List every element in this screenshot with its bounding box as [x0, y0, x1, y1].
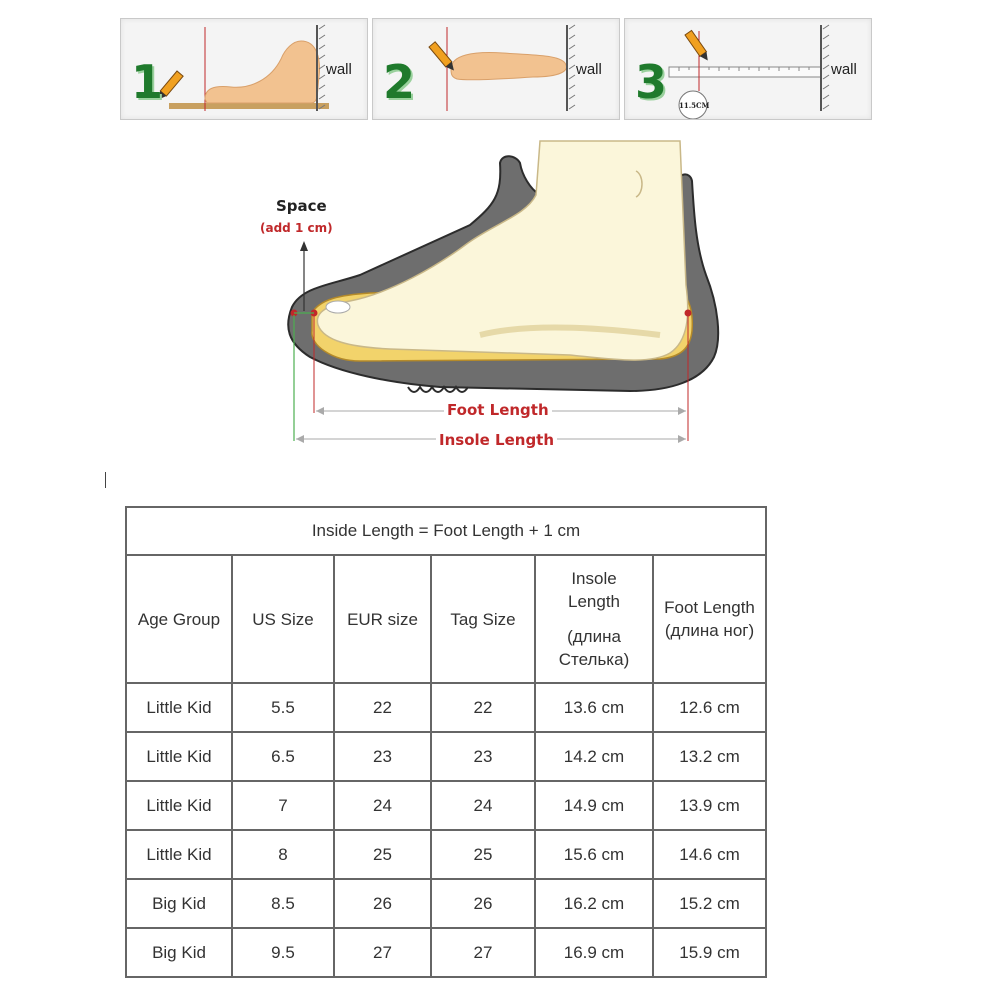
cell-tag-size: 27 — [431, 928, 535, 977]
table-row — [126, 683, 766, 732]
cell-eur-size: 25 — [334, 830, 431, 879]
header-insole-line2: Length — [568, 592, 620, 611]
cell-tag-size: 25 — [431, 830, 535, 879]
header-eur-size: EUR size — [334, 555, 431, 683]
shoe-size-diagram — [240, 135, 760, 465]
step-1-number: 1 — [131, 55, 164, 109]
cell-foot-length: 15.9 cm — [653, 928, 766, 977]
table-caption: Inside Length = Foot Length + 1 cm — [126, 507, 766, 555]
header-insole-line4: Стелька) — [558, 650, 630, 669]
cell-age-group: Little Kid — [126, 732, 232, 781]
table-caption-row — [126, 507, 766, 555]
cell-us-size: 9.5 — [232, 928, 334, 977]
header-insole-line1: Insole — [571, 569, 617, 588]
cell-us-size: 7 — [232, 781, 334, 830]
cell-eur-size: 24 — [334, 781, 431, 830]
cell-eur-size: 27 — [334, 928, 431, 977]
cell-eur-size: 26 — [334, 879, 431, 928]
cell-insole-length: 13.6 cm — [535, 683, 653, 732]
cell-age-group: Big Kid — [126, 928, 232, 977]
cell-foot-length: 13.9 cm — [653, 781, 766, 830]
pencil-icon — [429, 42, 457, 73]
cell-age-group: Little Kid — [126, 683, 232, 732]
cell-insole-length: 15.6 cm — [535, 830, 653, 879]
cell-foot-length: 13.2 cm — [653, 732, 766, 781]
space-note: (add 1 cm) — [260, 221, 333, 235]
cell-eur-size: 22 — [334, 683, 431, 732]
cell-us-size: 8 — [232, 830, 334, 879]
step-1-wall-label: wall — [326, 61, 352, 78]
step-1-panel — [120, 18, 368, 120]
cell-tag-size: 22 — [431, 683, 535, 732]
cell-insole-length: 14.2 cm — [535, 732, 653, 781]
step-3-wall-label: wall — [831, 61, 857, 78]
cell-insole-length: 14.9 cm — [535, 781, 653, 830]
cell-age-group: Big Kid — [126, 879, 232, 928]
insole-length-label: Insole Length — [436, 431, 557, 449]
step-2-panel — [372, 18, 620, 120]
header-foot-line2: (длина ног) — [664, 621, 755, 640]
cell-foot-length: 15.2 cm — [653, 879, 766, 928]
header-tag-size: Tag Size — [431, 555, 535, 683]
table-row — [126, 879, 766, 928]
cell-tag-size: 24 — [431, 781, 535, 830]
space-label: Space — [276, 197, 327, 215]
table-row — [126, 830, 766, 879]
step-2-number: 2 — [383, 55, 416, 109]
step-2-wall-label: wall — [576, 61, 602, 78]
size-chart-table — [125, 506, 767, 978]
cell-us-size: 6.5 — [232, 732, 334, 781]
header-insole-line3: (длина — [567, 627, 621, 646]
cell-us-size: 8.5 — [232, 879, 334, 928]
cell-tag-size: 26 — [431, 879, 535, 928]
cell-us-size: 5.5 — [232, 683, 334, 732]
header-age-group: Age Group — [126, 555, 232, 683]
cell-age-group: Little Kid — [126, 781, 232, 830]
step-3-measure-label: 11.5CM — [679, 101, 710, 110]
table-row — [126, 732, 766, 781]
foot-length-label: Foot Length — [444, 401, 552, 419]
cell-eur-size: 23 — [334, 732, 431, 781]
table-row — [126, 928, 766, 977]
cell-foot-length: 14.6 cm — [653, 830, 766, 879]
step-3-panel — [624, 18, 872, 120]
cell-foot-length: 12.6 cm — [653, 683, 766, 732]
cell-tag-size: 23 — [431, 732, 535, 781]
table-header-row — [126, 555, 766, 683]
step-3-number: 3 — [635, 55, 668, 109]
measurement-steps — [120, 18, 872, 120]
table-row — [126, 781, 766, 830]
header-foot-line1: Foot Length — [664, 598, 755, 617]
cell-insole-length: 16.9 cm — [535, 928, 653, 977]
cell-age-group: Little Kid — [126, 830, 232, 879]
header-foot-length — [653, 555, 766, 683]
pencil-icon — [685, 30, 711, 62]
cell-insole-length: 16.2 cm — [535, 879, 653, 928]
header-insole-length — [535, 555, 653, 683]
header-us-size: US Size — [232, 555, 334, 683]
text-cursor — [105, 472, 106, 488]
